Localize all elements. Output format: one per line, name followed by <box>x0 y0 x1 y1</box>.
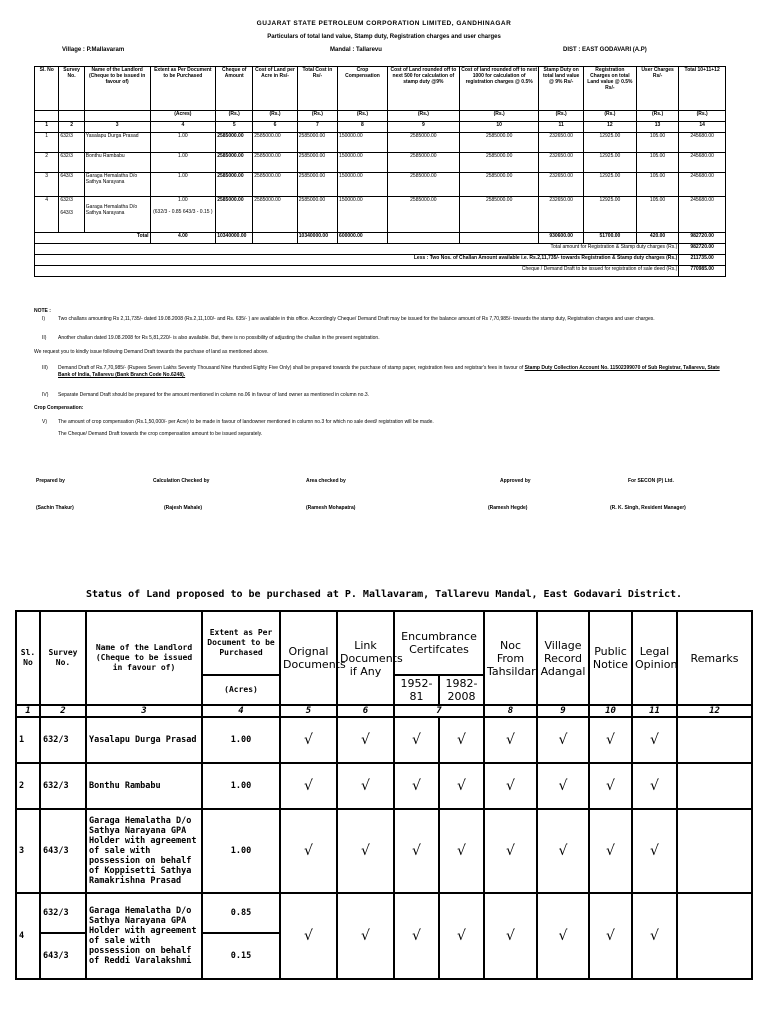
t2-data-row <box>16 763 752 809</box>
t1-cell: 1 <box>35 133 59 153</box>
check-icon: √ <box>337 809 394 893</box>
t1-cell: 2585000.00 <box>297 197 337 233</box>
t1-unit-cell <box>59 111 84 122</box>
mandal-label: Mandal : Tallarevu <box>330 47 382 53</box>
t2-num-cell: 8 <box>484 705 537 717</box>
check-icon: √ <box>439 893 484 979</box>
t1-cell: 930600.00 <box>539 233 584 244</box>
note-5-number: V) <box>42 419 47 425</box>
t1-cell: 105.00 <box>636 173 678 197</box>
note-3-number: III) <box>42 365 48 371</box>
signature-name: (Rajesh Mahale) <box>164 505 203 511</box>
t1-unit-cell: (Acres) <box>150 111 216 122</box>
t1-unit-cell: (Rs.) <box>583 111 636 122</box>
check-icon: √ <box>484 809 537 893</box>
check-icon: √ <box>394 809 439 893</box>
note-3-text: Demand Draft of Rs.7,70,985/- (Rupees Seven Lakhs Seventy Thousand Nine Hundred Eighty Five Only) shall be prepared towards the purchase of stamp paper, registration fees and registrar's fees in favour of <box>58 365 525 371</box>
t2-cell-extent: 0.15 <box>202 933 280 979</box>
t1-cell: 1.00 <box>150 173 216 197</box>
t1-cell: 245680.00 <box>679 173 726 197</box>
t1-summary-row <box>35 255 726 266</box>
t1-header-cell: Cost of Land per Acre in Rs/- <box>253 67 298 111</box>
t1-data-row <box>35 153 726 173</box>
t2-cell-extent: 1.00 <box>202 717 280 763</box>
t1-cell: 232650.00 <box>539 197 584 233</box>
t2-num-cell: 3 <box>86 705 202 717</box>
check-icon: √ <box>337 717 394 763</box>
t1-cell: 3 <box>35 173 59 197</box>
t1-cell: 643/3 <box>59 173 84 197</box>
t1-header-cell: Cost of land rounded off to next 1000 for calculation of registration charges @ 0.5% <box>459 67 538 111</box>
note-3-account: Stamp Duty Collection Account No. 11502399070 of Sub Registrar, Tallarevu, State Bank of India, Tallarevu (Bank Branch Code No.6248). <box>58 365 720 378</box>
t1-cell: 2585000.00 <box>459 133 538 153</box>
t1-cell: 51700.00 <box>583 233 636 244</box>
t1-cell <box>459 233 538 244</box>
t1-cell: 2585000.00 <box>253 173 298 197</box>
check-icon: √ <box>394 893 439 979</box>
check-icon: √ <box>589 893 632 979</box>
note-2-number: II) <box>42 335 47 341</box>
t1-header-cell: Crop Compensation <box>338 67 388 111</box>
t2-header-village-record: Village Record Adangal <box>537 611 589 705</box>
t2-header-legal-opinion: Legal Opinion <box>632 611 677 705</box>
t1-cell <box>59 197 84 233</box>
t2-header-row <box>16 611 752 675</box>
t2-cell-survey: 643/3 <box>40 809 86 893</box>
signature-name: (Sachin Thakur) <box>36 505 74 511</box>
t1-survey-a: 632/3 <box>60 197 73 203</box>
t2-header-link-docs: Link Documents if Any <box>337 611 394 705</box>
t1-cell: 150000.00 <box>338 173 388 197</box>
t1-cell: 12925.00 <box>583 133 636 153</box>
t1-cell <box>253 233 298 244</box>
note-5: The amount of crop compensation (Rs.1,50,000/- per Acre) to be made in favour of landowner mentioned in column no.3 for which no sale deed/ registration will be made. <box>58 419 434 425</box>
t1-cell: 2585000.00 <box>253 133 298 153</box>
signature-role: Area checked by <box>306 478 346 484</box>
t1-header-cell: Cheque of Amount <box>216 67 253 111</box>
t2-header-sl: Sl. No <box>16 611 40 705</box>
note-4: Separate Demand Draft should be prepared for the amount mentioned in column no.06 in favour of land owner as mentioned in column no.3. <box>58 392 370 398</box>
t1-cell: 420.00 <box>636 233 678 244</box>
t1-cell: 10340000.00 <box>297 233 337 244</box>
t2-cell-name: Garaga Hemalatha D/o Sathya Narayana GPA Holder with agreement of sale with possession on behalf of Reddi Varalakshmi <box>86 893 202 979</box>
company-title: GUJARAT STATE PETROLEUM CORPORATION LIMITED, GANDHINAGAR <box>256 20 512 27</box>
land-value-table <box>34 66 726 277</box>
land-status-table <box>15 610 753 980</box>
check-icon: √ <box>589 717 632 763</box>
check-icon: √ <box>484 763 537 809</box>
t1-header-cell: Name of the Landlord (Cheque to be issued in favour of) <box>84 67 150 111</box>
t2-cell-remarks <box>677 809 752 893</box>
t1-num-cell: 2 <box>59 122 84 133</box>
t2-num-cell: 6 <box>337 705 394 717</box>
t1-header-cell: Total 10+11+12 <box>679 67 726 111</box>
check-icon: √ <box>484 893 537 979</box>
document-subtitle: Particulars of total land value, Stamp duty, Registration charges and user charges <box>267 34 501 40</box>
t2-header-noc: Noc From Tahsildar <box>484 611 537 705</box>
t1-cell: 245680.00 <box>679 133 726 153</box>
t1-unit-cell: (Rs.) <box>297 111 337 122</box>
t2-cell-remarks <box>677 717 752 763</box>
t2-cell-extent: 0.85 <box>202 893 280 933</box>
t2-cell-name: Garaga Hemalatha D/o Sathya Narayana GPA Holder with agreement of sale with possession on behalf of Koppisetti Sathya Ramakrishna Prasad <box>86 809 202 893</box>
t1-cell <box>84 197 150 233</box>
t2-num-cell: 12 <box>677 705 752 717</box>
t1-cell: 105.00 <box>636 133 678 153</box>
t2-num-cell: 5 <box>280 705 337 717</box>
t2-header-survey: Survey No. <box>40 611 86 705</box>
t2-cell-remarks <box>677 763 752 809</box>
t1-cell: Bonthu Rambabu <box>84 153 150 173</box>
note-2: Another challan dated 19.08.2008 for Rs 5,81,220/- is also available. But, there is no possibility of adjusting the challan in the present registration. <box>58 335 380 341</box>
t2-num-cell: 1 <box>16 705 40 717</box>
notes-title: NOTE : <box>34 308 51 314</box>
t1-num-cell: 1 <box>35 122 59 133</box>
t1-data-row <box>35 197 726 233</box>
note-1-number: I) <box>42 316 46 322</box>
t1-total-label: Total <box>35 233 151 244</box>
t1-extent: 1.00 <box>177 197 188 203</box>
t1-cell: 2585000.00 <box>387 173 459 197</box>
district-label: DIST : EAST GODAVARI (A.P) <box>563 47 647 53</box>
t1-header-cell: User Charges Rs/- <box>636 67 678 111</box>
t1-num-cell: 11 <box>539 122 584 133</box>
t2-num-cell: 4 <box>202 705 280 717</box>
t2-header-acres: (Acres) <box>202 675 280 705</box>
village-label: Village : P.Mallavaram <box>62 47 125 53</box>
t1-header-row <box>35 67 726 111</box>
t2-header-extent: Extent as Per Document to be Purchased <box>202 611 280 675</box>
signature-role: Approved by <box>500 478 531 484</box>
t1-header-cell: Extent as Per Document to be Purchased <box>150 67 216 111</box>
t1-unit-cell: (Rs.) <box>679 111 726 122</box>
t2-cell-sl: 4 <box>16 893 40 979</box>
t1-header-cell: Cost of Land rounded off to next 500 for calculation of stamp duty @9% <box>387 67 459 111</box>
t1-cell: 150000.00 <box>338 153 388 173</box>
t1-num-cell: 7 <box>297 122 337 133</box>
t1-cell: 2585000.00 <box>297 153 337 173</box>
t2-header-name: Name of the Landlord (Cheque to be issued in favour of) <box>86 611 202 705</box>
signature-name: (R. K. Singh, Resident Manager) <box>610 505 686 511</box>
check-icon: √ <box>632 717 677 763</box>
t2-cell-name: Yasalapu Durga Prasad <box>86 717 202 763</box>
t2-cell-sl: 1 <box>16 717 40 763</box>
check-icon: √ <box>280 893 337 979</box>
check-icon: √ <box>337 893 394 979</box>
t1-summary-label: Less : Two Nos. of Challan Amount available i.e. Rs.2,11,735/- towards Registration & Stamp duty charges (Rs.) <box>35 255 679 266</box>
t1-summary-row <box>35 244 726 255</box>
t2-data-row <box>16 717 752 763</box>
signature-name: (Ramesh Mohapatra) <box>306 505 356 511</box>
check-icon: √ <box>589 763 632 809</box>
t2-cell-extent: 1.00 <box>202 809 280 893</box>
t1-unit-cell: (Rs.) <box>459 111 538 122</box>
t1-cell: 2585000.00 <box>459 173 538 197</box>
t1-summary-value: 770985.00 <box>679 266 726 277</box>
t1-data-row <box>35 173 726 197</box>
t1-cell: 1.00 <box>150 153 216 173</box>
t1-cell: 2585000.00 <box>387 197 459 233</box>
t1-cell <box>387 233 459 244</box>
check-icon: √ <box>632 763 677 809</box>
check-icon: √ <box>632 893 677 979</box>
t1-cell: 632/3 <box>59 153 84 173</box>
check-icon: √ <box>632 809 677 893</box>
t1-num-cell: 8 <box>338 122 388 133</box>
t1-unit-cell: (Rs.) <box>338 111 388 122</box>
t2-cell-survey: 643/3 <box>40 933 86 979</box>
t2-cell-survey: 632/3 <box>40 893 86 933</box>
t1-cell: 2585000.00 <box>253 197 298 233</box>
t1-cell: 232650.00 <box>539 173 584 197</box>
t1-summary-label: Total amount for Registration & Stamp duty charges (Rs.) <box>35 244 679 255</box>
t1-number-row <box>35 122 726 133</box>
t1-cell: 2585000.00 <box>387 153 459 173</box>
t1-summary-label: Cheque / Demand Draft to be issued for registration of sale deed (Rs.) <box>35 266 679 277</box>
t1-cell: 2585000.00 <box>297 133 337 153</box>
check-icon: √ <box>589 809 632 893</box>
check-icon: √ <box>439 809 484 893</box>
t1-cell: Yasalapu Durga Prasad <box>84 133 150 153</box>
t1-cell: 2585000.00 <box>216 197 253 233</box>
t1-header-cell: Registration Charges on total Land value @ 0.5% Rs/- <box>583 67 636 111</box>
check-icon: √ <box>394 763 439 809</box>
t2-cell-name: Bonthu Rambabu <box>86 763 202 809</box>
t1-cell: 2585000.00 <box>216 153 253 173</box>
crop-compensation-title: Crop Compensation: <box>34 405 84 411</box>
t1-cell: 12925.00 <box>583 197 636 233</box>
t2-cell-extent: 1.00 <box>202 763 280 809</box>
note-3 <box>58 365 730 379</box>
t1-cell: 232650.00 <box>539 153 584 173</box>
t1-unit-cell <box>35 111 59 122</box>
t2-num-cell: 10 <box>589 705 632 717</box>
t1-survey-b: 643/3 <box>60 210 73 216</box>
note-4-number: IV) <box>42 392 49 398</box>
t1-cell: 2585000.00 <box>216 133 253 153</box>
t2-cell-survey: 632/3 <box>40 717 86 763</box>
check-icon: √ <box>537 809 589 893</box>
signature-role: Prepared by <box>36 478 65 484</box>
signature-name: (Ramesh Hegde) <box>488 505 528 511</box>
check-icon: √ <box>439 763 484 809</box>
t2-header-remarks: Remarks <box>677 611 752 705</box>
check-icon: √ <box>394 717 439 763</box>
t1-cell: 232650.00 <box>539 133 584 153</box>
t1-cell: Garaga Hemalatha D/o Sathya Narayana <box>84 173 150 197</box>
t2-cell-remarks <box>677 893 752 979</box>
t1-header-cell: Sl. No <box>35 67 59 111</box>
t1-cell: 245680.00 <box>679 153 726 173</box>
t2-header-enc-1982: 1982-2008 <box>439 675 484 705</box>
t1-cell: 12925.00 <box>583 153 636 173</box>
t1-summary-value: 982720.00 <box>679 244 726 255</box>
request-text: We request you to kindly issue following Demand Draft towards the purchase of land as mentioned above. <box>34 349 269 355</box>
t1-extent-split: (632/3 - 0.85 643/3 - 0.15 ) <box>153 209 213 215</box>
t1-num-cell: 14 <box>679 122 726 133</box>
t1-unit-cell: (Rs.) <box>539 111 584 122</box>
t1-unit-cell: (Rs.) <box>387 111 459 122</box>
t1-cell: 105.00 <box>636 153 678 173</box>
t2-num-cell: 11 <box>632 705 677 717</box>
t1-header-cell: Survey No. <box>59 67 84 111</box>
note-1: Two challans amounting Rs 2,11,735/- dated 19.08.2008 (Rs.2,11,100/- and Rs. 635/- ) are available in this office. Accordingly Cheque/ Demand Draft may be issued for the balance amount of Rs 7,70,985/- towards the stamp duty, Registration charges and user charges. <box>58 316 655 322</box>
t1-num-cell: 10 <box>459 122 538 133</box>
t1-total-row <box>35 233 726 244</box>
t1-data-row <box>35 133 726 153</box>
t1-cell: 2585000.00 <box>387 133 459 153</box>
t1-cell: 2585000.00 <box>459 153 538 173</box>
t1-cell: 105.00 <box>636 197 678 233</box>
signature-role: Calculation Checked by <box>153 478 210 484</box>
t1-cell: 632/3 <box>59 133 84 153</box>
t1-cell: 2585000.00 <box>216 173 253 197</box>
t2-number-row <box>16 705 752 717</box>
t2-header-enc-1952: 1952-81 <box>394 675 439 705</box>
t1-unit-cell: (Rs.) <box>636 111 678 122</box>
t1-cell <box>150 197 216 233</box>
check-icon: √ <box>484 717 537 763</box>
t1-cell: 150000.00 <box>338 197 388 233</box>
t2-num-cell: 2 <box>40 705 86 717</box>
t1-unit-cell: (Rs.) <box>253 111 298 122</box>
t1-num-cell: 13 <box>636 122 678 133</box>
t1-num-cell: 9 <box>387 122 459 133</box>
t1-num-cell: 6 <box>253 122 298 133</box>
check-icon: √ <box>439 717 484 763</box>
t1-cell: 600000.00 <box>338 233 388 244</box>
signature-role: For SECON (P) Ltd. <box>628 478 674 484</box>
t1-summary-value: 211735.00 <box>679 255 726 266</box>
t1-header-cell: Total Cost in Rs/- <box>297 67 337 111</box>
t1-summary-row <box>35 266 726 277</box>
status-table-title: Status of Land proposed to be purchased at P. Mallavaram, Tallarevu Mandal, East Godavari District. <box>85 589 683 600</box>
t2-header-public-notice: Public Notice <box>589 611 632 705</box>
t1-header-cell: Stamp Duty on total land value @ 9% Rs/- <box>539 67 584 111</box>
t1-unit-cell <box>84 111 150 122</box>
check-icon: √ <box>537 717 589 763</box>
t1-unit-cell: (Rs.) <box>216 111 253 122</box>
t2-header-encumbrance: Encumbrance Certifcates <box>394 611 484 675</box>
t1-cell: 12925.00 <box>583 173 636 197</box>
note-5b: The Cheque/ Demand Draft towards the crop compensation amount to be issued separately. <box>58 431 263 437</box>
t1-cell: 4.00 <box>150 233 216 244</box>
t1-cell: 2 <box>35 153 59 173</box>
t2-num-cell: 9 <box>537 705 589 717</box>
t2-num-cell: 7 <box>394 705 484 717</box>
check-icon: √ <box>280 809 337 893</box>
t2-cell-sl: 3 <box>16 809 40 893</box>
check-icon: √ <box>280 717 337 763</box>
t2-data-row <box>16 893 752 933</box>
t1-cell: 4 <box>35 197 59 233</box>
t1-cell: 10340000.00 <box>216 233 253 244</box>
t1-cell: 1.00 <box>150 133 216 153</box>
check-icon: √ <box>280 763 337 809</box>
t1-landlord-name: Garaga Hemalatha D/o Sathya Narayana <box>85 204 138 216</box>
t2-header-original-docs: Orignal Documents <box>280 611 337 705</box>
check-icon: √ <box>337 763 394 809</box>
t2-data-row <box>16 809 752 893</box>
check-icon: √ <box>537 893 589 979</box>
t1-num-cell: 12 <box>583 122 636 133</box>
t1-cell: 2585000.00 <box>459 197 538 233</box>
t1-cell: 982720.00 <box>679 233 726 244</box>
t1-num-cell: 3 <box>84 122 150 133</box>
t1-cell: 245680.00 <box>679 197 726 233</box>
t1-num-cell: 5 <box>216 122 253 133</box>
t1-units-row <box>35 111 726 122</box>
t2-cell-sl: 2 <box>16 763 40 809</box>
t1-cell: 2585000.00 <box>297 173 337 197</box>
t1-num-cell: 4 <box>150 122 216 133</box>
t1-cell: 150000.00 <box>338 133 388 153</box>
t2-cell-survey: 632/3 <box>40 763 86 809</box>
t1-cell: 2585000.00 <box>253 153 298 173</box>
check-icon: √ <box>537 763 589 809</box>
